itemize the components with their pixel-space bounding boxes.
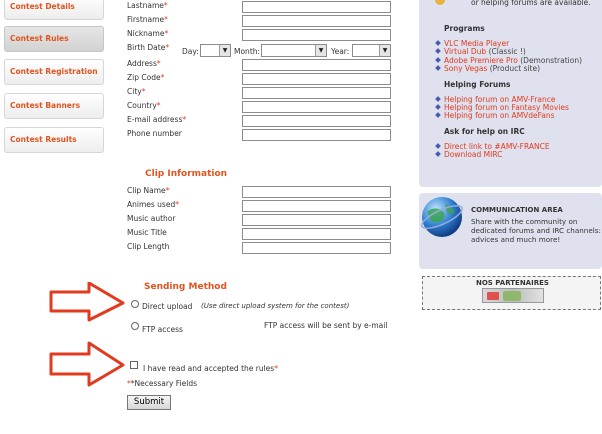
communication-text: Share with the community on dedicated forums and IRC channels: advices and much more!: [471, 217, 601, 244]
day-label: Day:: [182, 47, 199, 56]
direct-upload-note: (Use direct upload system for the contest): [201, 302, 350, 310]
email-label: E-mail address*: [127, 115, 187, 124]
program-link-virtualdub[interactable]: Virtual Dub (Classic !): [444, 47, 526, 56]
music-author-label: Music author: [127, 214, 176, 223]
red-arrow-icon: [49, 282, 125, 322]
help-icon: [434, 0, 446, 7]
city-field[interactable]: [242, 87, 391, 99]
program-link-vlc[interactable]: VLC Media Player: [444, 39, 509, 48]
clip-information-heading: Clip Information: [145, 169, 228, 179]
phone-label: Phone number: [127, 129, 182, 138]
day-select[interactable]: [200, 44, 231, 57]
phone-field[interactable]: [242, 129, 391, 141]
sidebar-item-contest-registration[interactable]: Contest Registration: [4, 59, 104, 85]
partner-logo[interactable]: [482, 288, 544, 303]
globe-icon: [419, 194, 465, 240]
partners-heading: NOS PARTENAIRES: [476, 279, 549, 287]
clip-name-field[interactable]: [242, 186, 391, 198]
year-select[interactable]: [352, 44, 391, 57]
irc-link-amv-france[interactable]: Direct link to #AMV-FRANCE: [444, 142, 550, 151]
sending-method-heading: Sending Method: [144, 282, 227, 292]
music-title-field[interactable]: [242, 228, 391, 240]
lastname-field[interactable]: [242, 1, 391, 13]
country-label: Country*: [127, 101, 161, 110]
ftp-access-note: FTP access will be sent by e-mail: [264, 321, 388, 330]
month-select[interactable]: [261, 44, 327, 57]
ftp-access-radio[interactable]: [131, 322, 139, 330]
irc-link-download-mirc[interactable]: Download MIRC: [444, 150, 502, 159]
communication-heading: COMMUNICATION AREA: [471, 206, 563, 214]
forum-link-amv-france[interactable]: Helping forum on AMV-France: [444, 95, 556, 104]
accept-rules-label: I have read and accepted the rules*: [143, 364, 278, 373]
red-arrow-icon: [49, 341, 125, 387]
city-label: City*: [127, 87, 146, 96]
clip-length-field[interactable]: [242, 242, 391, 254]
clip-length-label: Clip Length: [127, 242, 170, 251]
music-title-label: Music Title: [127, 228, 167, 237]
necessary-fields-note: **Necessary Fields: [127, 379, 197, 388]
programs-heading: Programs: [444, 24, 485, 33]
chevron-down-icon: ▼: [379, 45, 390, 56]
forum-link-amvdefans[interactable]: Helping forum on AMVdeFans: [444, 111, 555, 120]
sidebar-item-contest-rules[interactable]: Contest Rules: [4, 26, 104, 52]
month-label: Month:: [234, 47, 261, 56]
chevron-down-icon: ▼: [315, 45, 326, 56]
sidebar-item-contest-results[interactable]: Contest Results: [4, 127, 104, 153]
sidebar-item-contest-banners[interactable]: Contest Banners: [4, 93, 104, 119]
year-label: Year:: [331, 47, 350, 56]
animes-used-label: Animes used*: [127, 200, 179, 209]
program-link-premiere[interactable]: Adobe Premiere Pro (Demonstration): [444, 56, 582, 65]
animes-used-field[interactable]: [242, 200, 391, 212]
irc-heading: Ask for help on IRC: [444, 127, 525, 136]
address-field[interactable]: [242, 59, 391, 71]
forums-heading: Helping Forums: [444, 80, 511, 89]
email-field[interactable]: [242, 115, 391, 127]
zip-code-field[interactable]: [242, 73, 391, 85]
help-panel-text: or helping forums are available.: [471, 0, 591, 7]
birth-date-label: Birth Date*: [127, 43, 170, 52]
forum-link-fantasy-movies[interactable]: Helping forum on Fantasy Movies: [444, 103, 569, 112]
direct-upload-radio[interactable]: [131, 300, 139, 308]
address-label: Address*: [127, 59, 161, 68]
chevron-down-icon: ▼: [219, 45, 230, 56]
program-link-vegas[interactable]: Sony Vegas (Product site): [444, 64, 540, 73]
nickname-label: Nickname*: [127, 29, 169, 38]
lastname-label: Lastname*: [127, 1, 168, 10]
firstname-field[interactable]: [242, 15, 391, 27]
nickname-field[interactable]: [242, 29, 391, 41]
direct-upload-label: Direct upload: [142, 302, 193, 311]
accept-rules-checkbox[interactable]: [130, 361, 138, 369]
firstname-label: Firstname*: [127, 15, 168, 24]
zip-code-label: Zip Code*: [127, 73, 165, 82]
music-author-field[interactable]: [242, 214, 391, 226]
submit-button[interactable]: Submit: [127, 395, 171, 410]
ftp-access-label: FTP access: [142, 325, 183, 334]
country-field[interactable]: [242, 101, 391, 113]
sidebar-item-contest-details[interactable]: Contest Details: [4, 0, 104, 20]
clip-name-label: Clip Name*: [127, 186, 170, 195]
